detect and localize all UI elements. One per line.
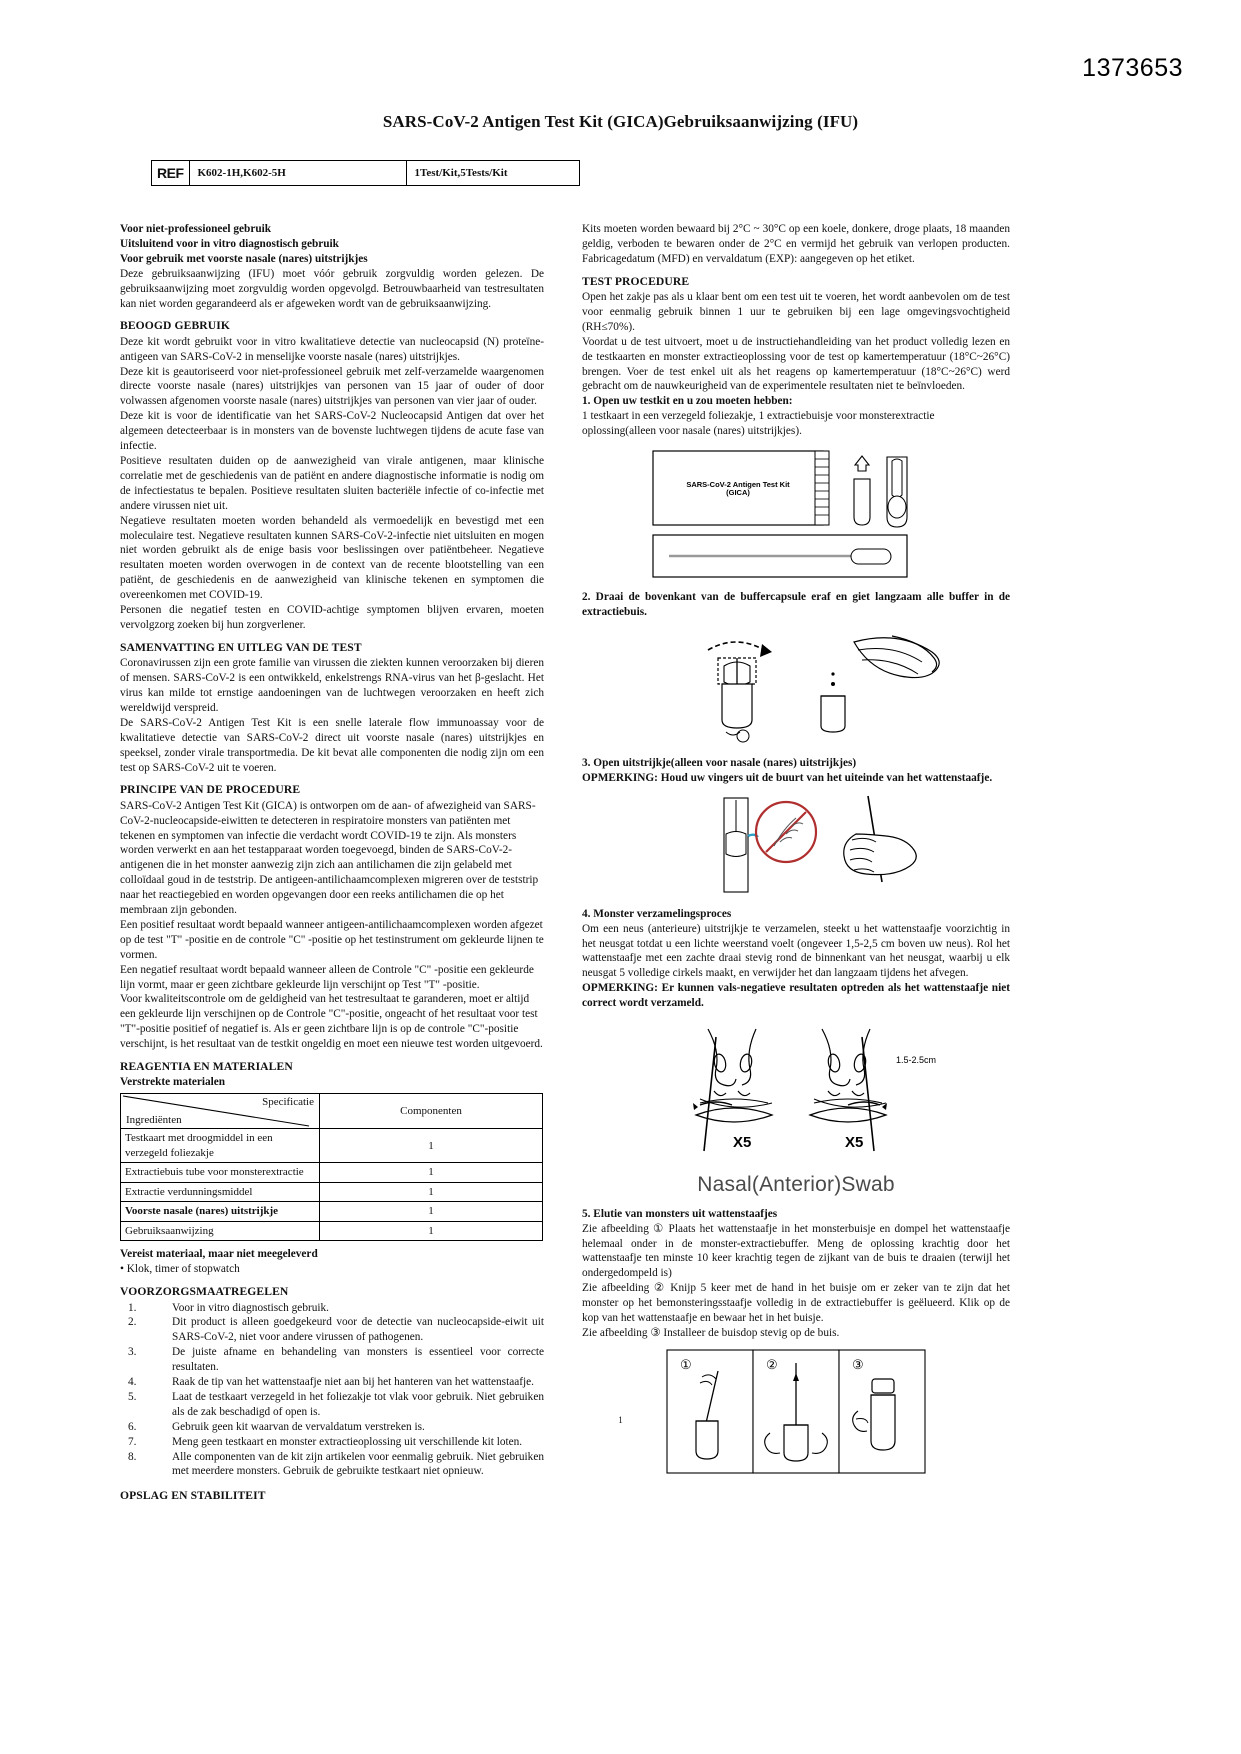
precaution-text: Dit product is alleen goedgekeurd voor de detectie van nucleocapside-eiwit uit SARS-CoV-2, niet voor andere virussen of pathogenen.: [172, 1316, 544, 1344]
reagent-qty: 1: [320, 1129, 543, 1163]
table-header-row: [121, 1094, 543, 1129]
summary-p1: Coronavirussen zijn een grote familie van virussen die ziekten kunnen veroorzaken bij dieren of mensen. SARS-CoV-2 is een ontwikkeld, enkelstrengs RNA-virus van het β-geslacht. Het virus kan milde tot ernstige aandoeningen van de luchtwegen veroorzaken en heeft zich wereldwijd verspreid.: [120, 657, 544, 714]
intended-use-p4: Positieve resultaten duiden op de aanwezigheid van virale antigenen, maar klinische correlatie met de geschiedenis van de patiënt en andere diagnostische informatie is nodig om de infectiestatus te bepalen. Positieve resultaten sluiten bacteriële infectie of co-infectie met andere virussen niet uit.: [120, 454, 544, 512]
nasal-swab-icon: [596, 1019, 996, 1169]
kit-contents-icon: [611, 447, 981, 582]
subheading-supplied-materials: Verstrekte materialen: [120, 1076, 226, 1089]
reagents-table: [120, 1093, 543, 1241]
list-item: [120, 1450, 544, 1480]
precaution-number: 7.: [128, 1435, 137, 1448]
precaution-text: Laat de testkaart verzegeld in het foliezakje tot vlak voor gebruik. Niet gebruiken als de zak beschadigd of open is.: [172, 1390, 544, 1418]
precaution-number: 2.: [128, 1316, 137, 1329]
figure-elution-steps: [582, 1349, 1010, 1474]
reagent-name: Voorste nasale (nares) uitstrijkje: [121, 1202, 320, 1222]
precaution-number: 6.: [128, 1420, 137, 1433]
intended-use-p2: Deze kit is geautoriseerd voor niet-professioneel gebruik met zelf-verzamelde waargenomen directe voorste nasale (nares) uitstrijkjes van personen van 15 jaar of ouder of door volwassen afgenomen voorste nasale (nares) uitstrijkjes van personen van vier jaar of ouder.: [120, 365, 544, 408]
precaution-number: 8.: [128, 1450, 137, 1463]
heading-reagents: REAGENTIA EN MATERIALEN: [120, 1060, 293, 1074]
svg-text:③: ③: [852, 1356, 864, 1372]
heading-storage-stability: OPSLAG EN STABILITEIT: [120, 1489, 266, 1503]
svg-text:(GICA): (GICA): [726, 488, 750, 498]
test-procedure-p1: Open het zakje pas als u klaar bent om een test uit te voeren, het wordt aanbevolen om de test voor eenmalig gebruik binnen 1 uur te gebruiken bij een lage omgevingsvochtigheid (RH≤70%).: [582, 291, 1010, 333]
precautions-list: [120, 1301, 544, 1480]
reagent-qty: 1: [320, 1221, 543, 1241]
summary-p2: De SARS-CoV-2 Antigen Test Kit is een snelle laterale flow immunoassay voor de kwalitatieve detectie van SARS-CoV-2 direct uit voorste nasale (nares) uitstrijkjes en speeksel, zonder virale transportmedia. De kit bevat alle componenten die nodig zijn om een test op SARS-CoV-2 uit te voeren.: [120, 716, 544, 774]
table-header-ingredients: Ingrediënten: [126, 1113, 182, 1126]
step-4-note: OPMERKING: Er kunnen vals-negatieve resultaten optreden als het wattenstaafje niet correct wordt verzameld.: [582, 982, 1010, 1010]
test-procedure-p2: Voordat u de test uitvoert, moet u de instructiehandleiding van het product volledig lezen en de testkaarten en monster extractieoplossing voor de test op kamertemperatuur (18°C~26°C) brengen. Voer de test enkel uit als het reagens op kamertemperatuur (18°C~26°C) werd gebracht om de nauwkeurigheid van de experimentele resultaten niet te beïnvloeden.: [582, 335, 1010, 393]
precaution-text: De juiste afname en behandeling van monsters is essentieel voor correcte resultaten.: [172, 1346, 544, 1374]
ref-catalog-numbers: K602-1H,K602-5H: [190, 161, 407, 185]
depth-label: 1.5-2.5cm: [896, 1055, 937, 1066]
precaution-text: Alle componenten van de kit zijn artikelen voor eenmalig gebruik. Niet gebruiken met meerdere monsters. Gebruik de gebruikte testkaart niet opnieuw.: [172, 1450, 544, 1478]
reagent-name: Extractiebuis tube voor monsterextractie: [121, 1163, 320, 1183]
ref-symbol-icon: REF: [152, 161, 190, 185]
svg-text:②: ②: [766, 1356, 778, 1372]
table-corner-header: [121, 1094, 320, 1129]
reagent-qty: 1: [320, 1202, 543, 1222]
precaution-text: Voor in vitro diagnostisch gebruik.: [172, 1301, 329, 1314]
list-item: [120, 1315, 544, 1345]
list-item: [120, 1375, 544, 1390]
precaution-number: 5.: [128, 1390, 137, 1403]
precaution-text: Raak de tip van het wattenstaafje niet aan bij het hanteren van het wattenstaafje.: [172, 1376, 534, 1389]
svg-text:X5: X5: [733, 1134, 752, 1152]
svg-text:①: ①: [680, 1356, 692, 1372]
table-header-components: Componenten: [320, 1094, 543, 1129]
reagent-name: Testkaart met droogmiddel in een verzegeld foliezakje: [121, 1129, 320, 1163]
reagent-qty: 1: [320, 1182, 543, 1202]
step-1-title: 1. Open uw testkit en u zou moeten hebben:: [582, 395, 793, 408]
intended-use-p1: Deze kit wordt gebruikt voor in vitro kwalitatieve detectie van nucleocapsid (N) proteïne-antigeen van SARS-CoV-2 in menselijke voorste nasale (nares) uitstrijkjes.: [120, 335, 544, 363]
step-5-p3: Zie afbeelding ③ Installeer de buisdop stevig op de buis.: [582, 1327, 840, 1340]
heading-required-not-provided: Vereist materiaal, maar niet meegeleverd: [120, 1248, 318, 1261]
step-1-text: 1 testkaart in een verzegeld foliezakje, 1 extractiebuisje voor monsterextractie oplossing(alleen voor nasale (nares) uitstrijkjes).: [582, 410, 935, 438]
step-5-title: 5. Elutie van monsters uit wattenstaafjes: [582, 1207, 778, 1220]
page-title: SARS-CoV-2 Antigen Test Kit (GICA)Gebruiksaanwijzing (IFU): [382, 112, 859, 131]
svg-text:SARS-CoV-2 Antigen Test Kit: SARS-CoV-2 Antigen Test Kit: [686, 480, 790, 490]
table-row: [121, 1202, 543, 1222]
intro-line-3: Voor gebruik met voorste nasale (nares) uitstrijkjes: [120, 252, 368, 265]
principle-p3: Een negatief resultaat wordt bepaald wanneer alleen de Controle "C" -positie een gekleurde lijn vormt, maar er geen zichtbare gekleurde lijn verschijnt op Test "T" -positie.: [120, 963, 534, 991]
reagent-qty: 1: [320, 1163, 543, 1183]
precaution-number: 3.: [128, 1346, 137, 1359]
ref-box: [151, 160, 580, 186]
figure-kit-contents: [582, 447, 1010, 582]
step-5-p2: Zie afbeelding ② Knijp 5 keer met de hand in het buisje om er zeker van te zijn dat het monster op het bemonsteringsstaafje volledig in de extractiebuffer is geëlueerd. Klik op de kop van het wattenstaafje en bewaar het in het buisje.: [582, 1282, 1010, 1325]
step-5-p1: Zie afbeelding ① Plaats het wattenstaafje in het monsterbuisje en dompel het wattenstaafje helemaal onder in de monster-extractiebuffer. Meng de oplossing krachtig door het wattenstaafje ten minste 10 keer krachtig tegen de zijkant van de buis te draaien (terwijl het ondergedompeld is): [582, 1222, 1010, 1280]
table-row: [121, 1129, 543, 1163]
intended-use-p6: Personen die negatief testen en COVID-achtige symptomen blijven ervaren, moeten vervolgzorg zoeken bij hun zorgverlener.: [120, 604, 544, 631]
principle-p1: SARS-CoV-2 Antigen Test Kit (GICA) is ontworpen om de aan- of afwezigheid van SARS-CoV-2-nucleocapside-eiwitten te detecteren in respiratoire monsters van patiënten met tekenen en symptomen van infectie die verdacht wordt COVID-19 te zijn. Als monsters worden verwerkt en aan het testapparaat worden toegevoegd, binden de SARS-CoV-2-antigenen die in het monster aanwezig zijn zich aan antilichamen die zijn gelabeld met colloïdaal goud in de teststrip. De antigeen-antilichaamcomplexen migreren over de teststrip naar het reactiegebied en worden opgevangen door een reeks antilichamen die op het membraan zijn gebonden.: [120, 799, 539, 917]
buffer-capsule-icon: [606, 628, 986, 748]
heading-summary: SAMENVATTING EN UITLEG VAN DE TEST: [120, 640, 362, 654]
intro-line-2: Uitsluitend voor in vitro diagnostisch gebruik: [120, 237, 339, 250]
table-header-specification: Specificatie: [262, 1096, 314, 1109]
step-2-title: 2. Draai de bovenkant van de buffercapsule eraf en giet langzaam alle buffer in de extractiebuis.: [582, 591, 1010, 618]
step-3-title: 3. Open uitstrijkje(alleen voor nasale (nares) uitstrijkjes): [582, 756, 857, 769]
required-material-item: • Klok, timer of stopwatch: [120, 1263, 240, 1276]
table-row: [121, 1182, 543, 1202]
intended-use-p5: Negatieve resultaten moeten worden behandeld als vermoedelijk en bevestigd met een moleculaire test. Negatieve resultaten kunnen SARS-CoV-2-infectie niet uitsluiten en mogen niet worden gebruikt als de enige basis voor beslissingen over patiëntbeheer. Negatieve resultaten moeten worden overwogen in de context van de recente blootstelling van een patiënt, de geschiedenis en de aanwezigheid van klinische tekenen en symptomen die overeenkomen met COVID-19.: [120, 514, 544, 602]
figure-buffer-capsule: [582, 628, 1010, 748]
right-column: [582, 222, 1010, 1482]
open-swab-icon: [606, 794, 986, 899]
svg-text:X5: X5: [845, 1134, 864, 1152]
figure-open-swab: [582, 794, 1010, 899]
precaution-text: Gebruik geen kit waarvan de vervaldatum verstreken is.: [172, 1420, 425, 1433]
heading-intended-use: BEOOGD GEBRUIK: [120, 319, 230, 333]
list-item: [120, 1301, 544, 1316]
precaution-number: 4.: [128, 1376, 137, 1389]
document-number: 1373653: [1082, 54, 1183, 82]
page-number: 1: [618, 1415, 623, 1425]
ref-pack-sizes: 1Test/Kit,5Tests/Kit: [414, 167, 508, 179]
table-row: [121, 1221, 543, 1241]
step-4-title: 4. Monster verzamelingsproces: [582, 907, 732, 920]
storage-paragraph: Kits moeten worden bewaard bij 2°C ~ 30°C op een koele, donkere, droge plaats, 18 maanden geldig, verboden te bewaren onder de 2°C en vermijd het gebruik van verlopen producten. Fabricagedatum (MFD) en vervaldatum (EXP): aangegeven op het etiket.: [582, 223, 1010, 265]
figure-caption-nasal-swab: Nasal(Anterior)Swab: [697, 1173, 895, 1197]
principle-p2: Een positief resultaat wordt bepaald wanneer antigeen-antilichaamcomplexen worden afgezet op de test "T" -positie en de controle "C" -positie op het testinstrument om gekleurde lijnen te vormen.: [120, 918, 544, 961]
reagent-name: Gebruiksaanwijzing: [121, 1221, 320, 1241]
step-4-text: Om een neus (anterieure) uitstrijkje te verzamelen, steekt u het wattenstaafje voorzichtig in het neusgat totdat u een lichte weerstand voelt (ongeveer 1,5-2,5 cm boven uw neus). Rol het wattenstaafje met een zachte draai stevig rond de binnenkant van het neusgat, waarbij u elk neusgat 5 volledige cirkels maakt, en verwijder het dan langzaam tijdens het afvegen.: [582, 922, 1010, 980]
precaution-number: 1.: [128, 1301, 137, 1314]
reagent-name: Extractie verdunningsmiddel: [121, 1182, 320, 1202]
table-row: [121, 1163, 543, 1183]
heading-precautions: VOORZORGSMAATREGELEN: [120, 1285, 289, 1299]
intro-line-1: Voor niet-professioneel gebruik: [120, 223, 272, 235]
figure-nasal-swab: [582, 1019, 1010, 1199]
list-item: [120, 1435, 544, 1450]
intended-use-p3: Deze kit is voor de identificatie van het SARS-CoV-2 Nucleocapsid Antigen dat over het algemeen detecteerbaar is in monsters van de bovenste luchtwegen tijdens de acute fase van infectie.: [120, 410, 544, 453]
heading-principle: PRINCIPE VAN DE PROCEDURE: [120, 783, 301, 797]
principle-p4: Voor kwaliteitscontrole om de geldigheid van het testresultaat te garanderen, moet er altijd een gekleurde lijn verschijnen op de Controle "C"-positie, ongeacht of het resultaat voor test "T"-positie positief of negatief is. Als er geen zichtbare lijn is op de controle "C"-positie verschijnt, is het resultaat van de testkit ongeldig en moet een nieuwe test worden uitgevoerd.: [120, 993, 543, 1051]
elution-steps-icon: [666, 1349, 926, 1474]
list-item: [120, 1345, 544, 1375]
intro-paragraph: Deze gebruiksaanwijzing (IFU) moet vóór gebruik zorgvuldig worden gelezen. De gebruiksaanwijzing moet zorgvuldig worden opgevolgd. Betrouwbaarheid van testresultaten kan niet worden gegarandeerd als er afgeweken wordt van de gebruiksaanwijzing.: [120, 267, 544, 310]
left-column: [120, 222, 544, 1505]
step-3-note: OPMERKING: Houd uw vingers uit de buurt van het uiteinde van het wattenstaafje.: [582, 771, 993, 784]
precaution-text: Meng geen testkaart en monster extractieoplossing uit verschillende kit loten.: [172, 1435, 523, 1448]
heading-test-procedure: TEST PROCEDURE: [582, 274, 690, 288]
